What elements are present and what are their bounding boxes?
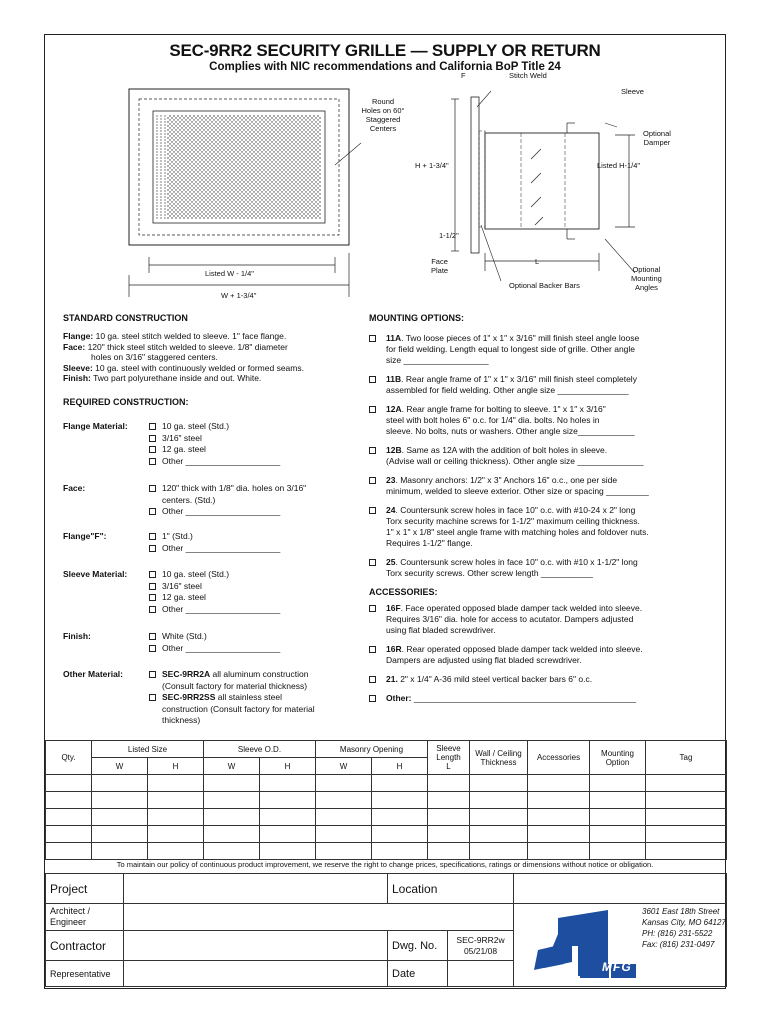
logo-text: MFG — [602, 960, 632, 974]
option-face-std[interactable]: 120" thick with 1/8" dia. holes on 3/16" centers. (Std.) — [149, 483, 359, 506]
col-sleeve-length: Sleeve Length L — [428, 741, 470, 775]
table-row[interactable] — [46, 809, 727, 826]
location-field[interactable] — [514, 874, 727, 904]
page-title: SEC-9RR2 SECURITY GRILLE — SUPPLY OR RETURN — [169, 41, 601, 60]
col-tag: Tag — [646, 741, 727, 775]
project-info-block — [45, 873, 727, 987]
option-f-other[interactable]: Other ____________________ — [149, 543, 359, 555]
acc-other[interactable]: Other: _______________________________________________ — [369, 693, 719, 704]
required-heading: REQUIRED CONSTRUCTION: — [63, 397, 189, 407]
standard-heading: STANDARD CONSTRUCTION — [63, 313, 188, 323]
option-sleeve-12ga[interactable]: 12 ga. steel — [149, 592, 359, 604]
contractor-label: Contractor — [46, 931, 124, 961]
option-12ga[interactable]: 12 ga. steel — [149, 444, 359, 456]
mount-11a[interactable]: 11A. Two loose pieces of 1" x 1" x 3/16" mill finish steel angle loose for field welding. Length equal to longest side of grille. Other angle size __________________ — [369, 333, 719, 366]
architect-field[interactable] — [124, 904, 514, 931]
h-total-label: H + 1-3/4" — [415, 161, 449, 170]
col-mounting-option: Mounting Option — [590, 741, 646, 775]
mount-23[interactable]: 23. Masonry anchors: 1/2" x 3" Anchors 16" o.c., one per side minimum, welded to sleeve exterior. Other size or spacing _________ — [369, 475, 719, 497]
page-subtitle: Complies with NIC recommendations and California BoP Title 24 — [209, 61, 561, 73]
mounting-heading: MOUNTING OPTIONS: — [369, 313, 464, 323]
round-holes-label: Round Holes on 60° Staggered Centers — [361, 97, 405, 133]
mount-25[interactable]: 25. Countersunk screw holes in face 10" o.c. with #10 x 1-1/2" long Torx security screws. Other screw length ___________ — [369, 557, 719, 579]
mount-12b[interactable]: 12B. Same as 12A with the addition of bolt holes in sleeve. (Advise wall or ceiling thickness). Other angle size ______________ — [369, 445, 719, 467]
aj-logo-icon — [518, 906, 638, 986]
option-other[interactable]: Other ____________________ — [149, 456, 359, 468]
sleeve-label: Sleeve — [621, 87, 644, 96]
col-sleeve-h: H — [260, 758, 316, 775]
option-sleeve-other[interactable]: Other ____________________ — [149, 604, 359, 616]
disclaimer: To maintain our policy of continuous product improvement, we reserve the right to change prices, specifications, ratings or dimensions without notice or obligation. — [116, 860, 654, 869]
company-address: 3601 East 18th Street Kansas City, MO 64127 PH: (816) 231-5522 Fax: (816) 231-0497 — [642, 907, 726, 949]
date-label: Date — [388, 961, 448, 987]
f-label: F — [461, 71, 466, 80]
acc-21[interactable]: 21. 2" x 1/4" A-36 mild steel vertical backer bars 6" o.c. — [369, 674, 719, 685]
acc-16r[interactable]: 16R. Rear operated opposed blade damper tack welded into sleeve. Dampers are adjusted using flat bladed screwdriver. — [369, 644, 719, 666]
option-face-other[interactable]: Other ____________________ — [149, 506, 359, 518]
option-sec-9rr2a[interactable]: SEC-9RR2A all aluminum construction (Consult factory for material thickness) — [149, 669, 369, 692]
contractor-field[interactable] — [124, 931, 388, 961]
option-sec-9rr2ss[interactable]: SEC-9RR2SS all stainless steel construction (Consult factory for material thickness) — [149, 692, 369, 727]
listed-w-label: Listed W - 1/4" — [205, 269, 254, 278]
date-field[interactable] — [448, 961, 514, 987]
mount-24[interactable]: 24. Countersunk screw holes in face 10" o.c. with #10-24 x 2" long Torx security machine screws for 1-1/2" maximum ceiling thickness. 1" x 1" x 1/8" steel angle frame with matching holes and foldover nuts. Requires 1-1/2" flange. — [369, 505, 719, 549]
mount-11b[interactable]: 11B. Rear angle frame of 1" x 1" x 3/16" mill finish steel completely assembled for field welding. Other angle size _______________ — [369, 374, 719, 396]
col-listed-h: H — [148, 758, 204, 775]
spec-sheet: SEC-9RR2 SECURITY GRILLE — SUPPLY OR RETURN Complies with NIC recommendations and California BoP Title 24 Round Holes on 60° Staggered Centers Listed W - 1/4" W + 1-3/4" F Stitch Weld Sleeve Optional Damper H + 1-3/4" Listed H-1/4" 1-1/2" Face Plate L Optional Backer Bars Optional Mounting Angles STANDARD CONSTRUCTION Flange: 10 ga. steel stitch welded to sleeve. 1" face flange. Face: 120" thick steel stitch welded to sleeve. 1/8" diameter holes on 3/16" staggered centers. Sleeve: 10 ga. steel with continuously welded or formed seams. Finish: Two part polyurethane inside and out. White. REQUIRED CONSTRUCTION: Flange Material: 10 ga. steel (Std.) 3/16" steel 12 ga. steel Other ____________________ Face: 120" thick with 1/8" dia. holes on 3/16" centers. (Std.) Other ____________________ Flange"F": 1" (Std.) Other ____________________ Sleeve Material: 10 ga. steel (Std.) 3/16" steel 12 ga. steel Other ____________________ Finish: White (Std.) Other ____________________ Other Material: SEC-9RR2A all aluminum construction (Consult factory for material thickness) SEC-9RR2SS all stainless steel construction (Consult factory for material thickness) MOUNTING OPTIONS: 11A. Two loose pieces of 1" x 1" x 3/16" mill finish steel angle loose for field welding. Length equal to longest side of grille. Other angle size __________________ 11B. Rear angle frame of 1" x 1" x 3/16" mill finish steel completely assembled for field welding. Other angle size _______________ 12A. Rear angle frame for bolting to sleeve. 1" x 1" x 3/16" steel with bolt holes 6" o.c. for 1/4" dia. bolts. No holes in sleeve. No bolts, nuts or washers. Other angle size____________ 12B. Same as 12A with the addition of bolt holes in sleeve. (Advise wall or ceiling thickness). Other angle size ______________ 23. Masonry anchors: 1/2" x 3" Anchors 16" o.c., one per side minimum, welded to sleeve exterior. Other size or spacing _________ 24. Countersunk screw holes in face 10" o.c. with #10-24 x 2" long Torx security machine screws for 1-1/2" maximum ceiling thickness. 1" x 1" x 1/8" steel angle frame with matching holes and foldover nuts. Requires 1-1/2" flange. 25. Countersunk screw holes in face 10" o.c. with #10 x 1-1/2" long Torx security screws. Other screw length ___________ ACCESSORIES: 16F. Face operated opposed blade damper tack welded into sleeve. Requires 3/16" dia. hole for access to acutator. Dampers adjusted using flat bladed screwdriver. 16R. Rear operated opposed blade damper tack welded into sleeve. Dampers are adjusted using flat bladed screwdriver. 21. 2" x 1/4" A-36 mild steel vertical backer bars 6" o.c. Other: _______________________________________________ Qty. Listed Size Sleeve O.D. Masonry Opening Sleeve Length L Wall / Ceiling Thickness Accessories Mounting Option Tag W H W H W H To maintain our policy of continuous product improvement, we reserve the right to change prices, specifications, ratings or dimensions without notice or obligation. Project Location Architect / Engineer MFG 3601 East 18th Street Kansas City, MO 64127 PH: (816) 231-5522 Fax: (816) 231-0497 Contractor Dwg. No. SEC-9RR2w 05/21/08 Representative Date — [44, 34, 726, 989]
col-wall-thickness: Wall / Ceiling Thickness — [470, 741, 528, 775]
location-label: Location — [388, 874, 514, 904]
col-listed-size: Listed Size — [92, 741, 204, 758]
col-sleeve-od: Sleeve O.D. — [204, 741, 316, 758]
project-label: Project — [46, 874, 124, 904]
col-qty: Qty. — [46, 741, 92, 775]
optional-angles-label: Optional Mounting Angles — [631, 265, 662, 292]
option-316[interactable]: 3/16" steel — [149, 433, 359, 445]
option-finish-other[interactable]: Other ____________________ — [149, 643, 359, 655]
one-half-label: 1-1/2" — [439, 231, 459, 240]
face-plate-label: Face Plate — [431, 257, 449, 275]
table-row[interactable] — [46, 843, 727, 860]
col-accessories: Accessories — [528, 741, 590, 775]
col-masonry: Masonry Opening — [316, 741, 428, 758]
dwg-no-value: SEC-9RR2w 05/21/08 — [448, 931, 514, 961]
dwg-no-label: Dwg. No. — [388, 931, 448, 961]
stitch-weld-label: Stitch Weld — [509, 71, 547, 80]
representative-label: Representative — [46, 961, 124, 987]
option-f-std[interactable]: 1" (Std.) — [149, 531, 359, 543]
col-sleeve-w: W — [204, 758, 260, 775]
w-total-label: W + 1-3/4" — [221, 291, 257, 300]
table-row[interactable] — [46, 826, 727, 843]
option-10ga[interactable]: 10 ga. steel (Std.) — [149, 421, 359, 433]
optional-backer-label: Optional Backer Bars — [509, 281, 580, 290]
option-finish-white[interactable]: White (Std.) — [149, 631, 359, 643]
order-table — [45, 740, 727, 860]
mounting-list — [369, 333, 719, 712]
optional-damper-label: Optional Damper — [643, 129, 671, 147]
architect-label: Architect / Engineer — [46, 904, 124, 931]
col-masonry-w: W — [316, 758, 372, 775]
standard-lines: Flange: 10 ga. steel stitch welded to sleeve. 1" face flange. Face: 120" thick steel stitch welded to sleeve. 1/8" diameter holes on 3/16" staggered centers. Sleeve: 10 ga. steel with continuously welded or formed seams. Finish: Two part polyurethane inside and out. White. — [63, 331, 304, 383]
option-sleeve-10ga[interactable]: 10 ga. steel (Std.) — [149, 569, 359, 581]
company-block — [514, 904, 727, 987]
mount-12a[interactable]: 12A. Rear angle frame for bolting to sleeve. 1" x 1" x 3/16" steel with bolt holes 6" o.c. for 1/4" dia. bolts. No holes in sleeve. No bolts, nuts or washers. Other angle size____________ — [369, 404, 719, 437]
representative-field[interactable] — [124, 961, 388, 987]
col-listed-w: W — [92, 758, 148, 775]
listed-h-label: Listed H-1/4" — [597, 161, 641, 170]
table-row[interactable] — [46, 775, 727, 792]
project-field[interactable] — [124, 874, 388, 904]
l-label: L — [535, 257, 540, 266]
option-sleeve-316[interactable]: 3/16" steel — [149, 581, 359, 593]
table-row[interactable] — [46, 792, 727, 809]
col-masonry-h: H — [372, 758, 428, 775]
acc-16f[interactable]: 16F. Face operated opposed blade damper tack welded into sleeve. Requires 3/16" dia. hole for access to acutator. Dampers adjusted using flat bladed screwdriver. — [369, 603, 719, 636]
accessories-heading: ACCESSORIES: — [369, 587, 438, 597]
